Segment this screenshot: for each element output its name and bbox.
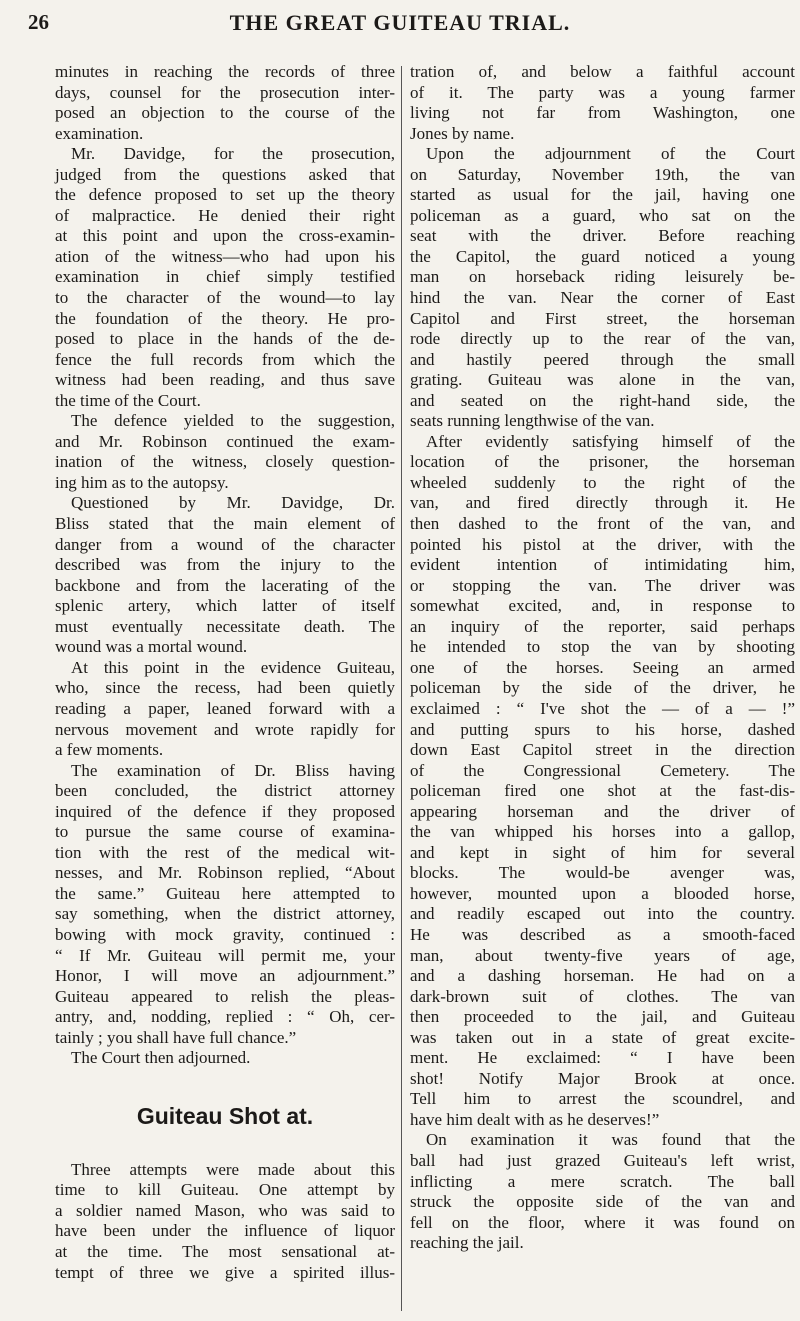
text-line: nesses, and Mr. Robinson replied, “About — [55, 863, 395, 883]
paragraph — [410, 1130, 795, 1253]
text-line: and seated on the right-hand side, the — [410, 390, 795, 410]
paragraph — [410, 62, 795, 144]
text-line: and a dashing horseman. He had on a — [410, 966, 795, 986]
text-line: posed an objection to the course of the — [55, 103, 395, 123]
text-line: the same.” Guiteau here attempted to — [55, 883, 395, 903]
text-line: Honor, I will move an adjournment.” — [55, 966, 395, 986]
text-line: posed to place in the hands of the de- — [55, 329, 395, 349]
text-line: grating. Guiteau was alone in the van, — [410, 370, 795, 390]
text-line: the van whipped his horses into a gallop, — [410, 822, 795, 842]
text-line: somewhat excited, and, in response to — [410, 596, 795, 616]
text-line: of the Congressional Cemetery. The — [410, 760, 795, 780]
text-line: of it. The party was a young farmer — [410, 82, 795, 102]
text-line: living not far from Washington, one — [410, 103, 795, 123]
text-line: The Court then adjourned. — [71, 1048, 251, 1068]
text-line: Guiteau appeared to relish the pleas- — [55, 986, 395, 1006]
text-line: The defence yielded to the suggestion, — [71, 411, 395, 431]
text-line: down East Capitol street in the direction — [410, 740, 795, 760]
text-line: reading a paper, leaned forward with a — [55, 698, 395, 718]
page-header — [0, 6, 800, 36]
text-line: antry, and, nodding, replied : “ Oh, cer- — [55, 1007, 395, 1027]
text-line: Upon the adjournment of the Court — [426, 144, 795, 164]
text-line: policeman fired one shot at the fast-dis- — [410, 781, 795, 801]
text-line: started as usual for the jail, having one — [410, 185, 795, 205]
text-line: and hastily peered through the small — [410, 349, 795, 369]
text-line: evident intention of intimidating him, — [410, 555, 795, 575]
text-line: policeman as a guard, who sat on the — [410, 205, 795, 225]
text-line: then proceeded to the jail, and Guiteau — [410, 1007, 795, 1027]
text-line: described was from the injury to the — [55, 555, 395, 575]
paragraph — [55, 144, 395, 411]
text-line: splenic artery, which latter of itself — [55, 596, 395, 616]
text-line: He was described as a smooth-faced — [410, 924, 795, 944]
text-line: ment. He exclaimed: “ I have been — [410, 1048, 795, 1068]
text-line: tempt of three we give a spirited illus- — [55, 1262, 395, 1282]
text-line: hind the van. Near the corner of East — [410, 288, 795, 308]
paragraph — [55, 761, 395, 1049]
text-line: however, mounted upon a blooded horse, — [410, 883, 795, 903]
paragraph — [55, 62, 395, 144]
paragraph — [55, 658, 395, 761]
text-line: van, and fired directly through it. He — [410, 493, 795, 513]
text-line: Jones by name. — [410, 123, 515, 143]
paragraph — [55, 1048, 395, 1069]
paragraph — [55, 1160, 395, 1283]
running-title: THE GREAT GUITEAU TRIAL. — [229, 10, 571, 35]
text-line: tion with the rest of the medical wit- — [55, 842, 395, 862]
text-line: nervous movement and wrote rapidly for — [55, 719, 395, 739]
text-line: an inquiry of the reporter, said perhaps — [410, 616, 795, 636]
text-line: examination. — [55, 123, 144, 143]
text-line: blocks. The would-be avenger was, — [410, 863, 795, 883]
text-line: been concluded, the district attorney — [55, 781, 395, 801]
text-line: of malpractice. He denied their right — [55, 205, 395, 225]
text-line: bowing with mock gravity, continued : — [55, 924, 395, 944]
text-line: ination of the witness, closely question- — [55, 452, 395, 472]
text-line: tration of, and below a faithful account — [410, 62, 795, 81]
section-heading: Guiteau Shot at. — [136, 1102, 314, 1129]
text-line: shot! Notify Major Brook at once. — [410, 1068, 795, 1088]
text-line: have him dealt with as he deserves!” — [410, 1109, 660, 1129]
text-line: and Mr. Robinson continued the exam- — [55, 431, 395, 451]
text-line: fell on the floor, where it was found on — [410, 1212, 795, 1232]
text-line: wound was a mortal wound. — [55, 637, 248, 657]
paragraph — [55, 493, 395, 657]
text-line: tainly ; you shall have full chance.” — [55, 1027, 297, 1047]
text-line: “ If Mr. Guiteau will permit me, your — [55, 945, 395, 965]
text-line: Capitol and First street, the horseman — [410, 308, 795, 328]
text-line: Bliss stated that the main element of — [55, 514, 395, 534]
text-line: reaching the jail. — [410, 1233, 524, 1253]
text-line: man, about twenty-five years of age, — [410, 945, 795, 965]
text-line: exclaimed : “ I've shot the — of a — !” — [410, 698, 795, 718]
text-line: the time of the Court. — [55, 390, 201, 410]
text-line: examination in chief simply testified — [55, 267, 395, 287]
text-line: say something, when the district attorney, — [55, 904, 395, 924]
text-line: danger from a wound of the character — [55, 534, 395, 554]
text-line: he intended to stop the van by shooting — [410, 637, 795, 657]
text-line: Tell him to arrest the scoundrel, and — [410, 1089, 795, 1109]
text-line: then dashed to the front of the van, and — [410, 514, 795, 534]
text-line: policeman by the side of the driver, he — [410, 678, 795, 698]
text-line: who, since the recess, had been quietly — [55, 678, 395, 698]
text-line: a few moments. — [55, 740, 164, 760]
text-line: and readily escaped out into the country. — [410, 904, 795, 924]
text-line: judged from the questions asked that — [55, 164, 395, 184]
text-line: and kept in sight of him for several — [410, 842, 795, 862]
text-line: Mr. Davidge, for the prosecution, — [71, 144, 395, 164]
text-line: ing him as to the autopsy. — [55, 472, 229, 492]
paragraph — [410, 144, 795, 432]
text-line: or stopping the van. The driver was — [410, 575, 795, 595]
text-line: the foundation of the theory. He pro- — [55, 308, 395, 328]
text-line: days, counsel for the prosecution inter- — [55, 82, 395, 102]
paragraph — [410, 432, 795, 1131]
text-line: was taken out in a state of great excite- — [410, 1027, 795, 1047]
text-line: On examination it was found that the — [426, 1130, 795, 1150]
text-line: Three attempts were made about this — [71, 1159, 395, 1179]
text-line: inflicting a mere scratch. The ball — [410, 1171, 795, 1191]
text-line: must eventually necessitate death. The — [55, 616, 395, 636]
page-number: 26 — [28, 10, 49, 34]
text-line: struck the opposite side of the van and — [410, 1192, 795, 1212]
text-line: The examination of Dr. Bliss having — [71, 760, 395, 780]
text-line: Questioned by Mr. Davidge, Dr. — [71, 493, 395, 513]
text-line: at this point and upon the cross-examin- — [55, 226, 395, 246]
text-line: to pursue the same course of examina- — [55, 822, 395, 842]
text-line: on Saturday, November 19th, the van — [410, 164, 795, 184]
text-line: fence the full records from which the — [55, 349, 395, 369]
text-line: At this point in the evidence Guiteau, — [71, 657, 395, 677]
text-line: pointed his pistol at the driver, with the — [410, 534, 795, 554]
text-line: man on horseback riding leisurely be- — [410, 267, 795, 287]
text-line: minutes in reaching the records of three — [55, 62, 395, 81]
text-line: inquired of the defence if they proposed — [55, 801, 395, 821]
text-line: at the time. The most sensational at- — [55, 1241, 395, 1261]
text-line: one of the horses. Seeing an armed — [410, 657, 795, 677]
text-line: to the character of the wound—to lay — [55, 288, 395, 308]
text-line: location of the prisoner, the horseman — [410, 452, 795, 472]
text-line: dark-brown suit of clothes. The van — [410, 986, 795, 1006]
text-line: appearing horseman and the driver of — [410, 801, 795, 821]
text-line: rode directly up to the rear of the van, — [410, 329, 795, 349]
text-line: seat with the driver. Before reaching — [410, 226, 795, 246]
text-line: a soldier named Mason, who was said to — [55, 1200, 395, 1220]
paragraph — [55, 411, 395, 493]
text-line: and putting spurs to his horse, dashed — [410, 719, 795, 739]
text-line: seats running lengthwise of the van. — [410, 411, 655, 431]
text-line: the Capitol, the guard noticed a young — [410, 246, 795, 266]
right-column — [410, 62, 795, 1254]
column-divider — [401, 66, 402, 1311]
text-line: ation of the witness—who had upon his — [55, 246, 395, 266]
text-line: wheeled suddenly to the right of the — [410, 472, 795, 492]
text-line: time to kill Guiteau. One attempt by — [55, 1180, 395, 1200]
text-line: backbone and from the lacerating of the — [55, 575, 395, 595]
text-line: the defence proposed to set up the theory — [55, 185, 395, 205]
text-line: have been under the influence of liquor — [55, 1221, 395, 1241]
text-line: After evidently satisfying himself of the — [426, 431, 795, 451]
text-line: witness had been reading, and thus save — [55, 370, 395, 390]
left-column — [55, 62, 395, 1283]
text-line: ball had just grazed Guiteau's left wrist, — [410, 1150, 795, 1170]
